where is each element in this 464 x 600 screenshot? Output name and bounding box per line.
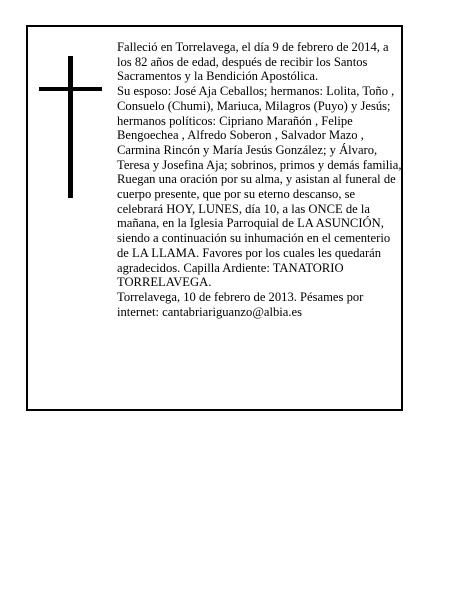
family-list: Su esposo: José Aja Ceballos; hermanos: Lolita, Toño , Consuelo (Chumi), Mariuca, Milagros (Puyo) y Jesús; hermanos políticos: Cipriano Marañón , Felipe Bengoechea , Alfredo Soberon , Salvador Mazo , Carmina Rincón y María Jesús González; y Álvaro, Teresa y Josefina Aja; sobrinos, primos y demás familia, xyxy=(117,84,402,172)
cross-vertical-bar xyxy=(68,56,73,198)
obituary-notice-frame xyxy=(26,25,403,411)
death-announcement: Falleció en Torrelavega, el día 9 de febrero de 2014, a los 82 años de edad, después de recibir los Santos Sacramentos y la Bendición Apostólica. xyxy=(117,40,389,84)
cross-horizontal-bar xyxy=(39,87,102,91)
funeral-details: Ruegan una oración por su alma, y asistan al funeral de cuerpo presente, que por su eterno descanso, se celebrará HOY, LUNES, día 10, a las ONCE de la mañana, en la Iglesia Parroquial de LA ASUNCIÓN, siendo a continuación su inhumación en el cementerio de LA LLAMA. Favores por los cuales les quedarán agradecidos. Capilla Ardiente: TANATORIO TORRELAVEGA. xyxy=(117,172,396,290)
date-and-condolences: Torrelavega, 10 de febrero de 2013. Pésames por internet: cantabriariguanzo@albia.es xyxy=(117,289,364,319)
obituary-text xyxy=(117,40,403,319)
